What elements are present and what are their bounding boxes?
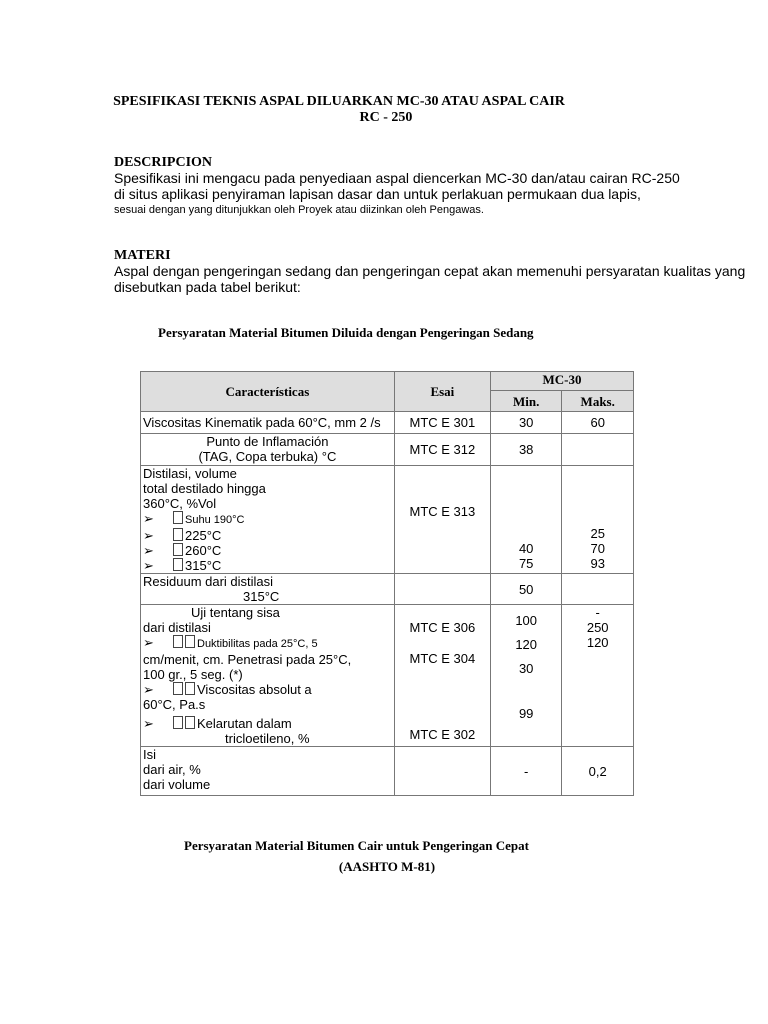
checkbox-square-icon (173, 543, 183, 556)
row-min: - (490, 747, 561, 796)
row-max: 25 70 93 (562, 466, 634, 574)
bullet-item: ➢ Viscositas absolut a (143, 682, 312, 697)
row-label (141, 466, 395, 574)
table-row (141, 412, 634, 434)
header-max: Maks. (562, 391, 634, 412)
table-caption: Persyaratan Material Bitumen Diluida dengan Pengeringan Sedang (158, 325, 534, 340)
bullet-item: ➢ Duktibilitas pada 25°C, 5 (143, 635, 318, 650)
row-label: Residuum dari distilasi 315°C (141, 574, 395, 605)
arrow-bullet-icon: ➢ (143, 558, 154, 573)
checkbox-square-icon (185, 682, 195, 695)
header-characteristics: Características (141, 372, 395, 412)
bullet-item: ➢ Suhu 190°C (143, 511, 245, 526)
paragraph-line: Spesifikasi ini mengacu pada penyediaan aspal diencerkan MC-30 dan/atau cairan RC-250 (114, 170, 680, 186)
arrow-bullet-icon: ➢ (143, 543, 154, 558)
row-label-line: total destilado hingga (143, 481, 266, 496)
row-min: 100 120 30 99 (490, 605, 561, 747)
table-row (141, 747, 634, 796)
bullet-item: ➢ 260°C (143, 543, 222, 558)
checkbox-square-icon (173, 558, 183, 571)
row-test (394, 747, 490, 796)
spec-table (140, 371, 634, 796)
row-label: Viscositas Kinematik pada 60°C, mm 2 /s (141, 412, 395, 434)
bullet-item: ➢ 315°C (143, 558, 222, 573)
table-caption-2-line2: (AASHTO M-81) (338, 859, 436, 874)
bullet-item: ➢ Kelarutan dalam (143, 716, 292, 731)
row-label-line: 360°C, %Vol (143, 496, 217, 511)
checkbox-square-icon (173, 682, 183, 695)
paragraph-line: di situs aplikasi penyiraman lapisan dasar dan untuk perlakuan permukaan dua lapis, (114, 186, 641, 202)
table-row (141, 574, 634, 605)
header-test: Esai (394, 372, 490, 412)
row-label (141, 434, 395, 466)
row-min: 38 (490, 434, 561, 466)
arrow-bullet-icon: ➢ (143, 528, 154, 543)
checkbox-square-icon (173, 528, 183, 541)
arrow-bullet-icon: ➢ (143, 511, 154, 526)
section-heading-descripcion: DESCRIPCION (114, 155, 213, 170)
section-heading-materi: MATERI (114, 248, 171, 263)
table-row (141, 434, 634, 466)
checkbox-square-icon (185, 716, 195, 729)
arrow-bullet-icon: ➢ (143, 682, 154, 697)
arrow-bullet-icon: ➢ (143, 716, 154, 731)
row-label-line: Distilasi, volume (143, 466, 237, 481)
row-label: Uji tentang sisa dari distilasi ➢ Duktibilitas pada 25°C, 5 cm/menit, cm. Penetrasi pada 25°C, 100 gr., 5 seg. (*) ➢ Viscositas absolut a 60°C, Pa.s ➢ Kelarutan dalam tricloetileno, % (141, 605, 395, 747)
checkbox-square-icon (173, 716, 183, 729)
table-row (141, 605, 634, 747)
row-max (562, 434, 634, 466)
row-test: MTC E 312 (394, 434, 490, 466)
header-min: Min. (490, 391, 561, 412)
row-max: 60 (562, 412, 634, 434)
bullet-item: ➢ 225°C (143, 528, 222, 543)
row-min: 40 75 (490, 466, 561, 574)
checkbox-square-icon (173, 635, 183, 648)
row-label-line: Punto de Inflamación (206, 434, 329, 449)
row-label: Isi dari air, % dari volume (141, 747, 395, 796)
row-max: 0,2 (562, 747, 634, 796)
row-max: - 250 120 (562, 605, 634, 747)
checkbox-square-icon (173, 511, 183, 524)
row-test: MTC E 301 (394, 412, 490, 434)
document-title-line2: RC - 250 (359, 110, 413, 125)
row-min: 50 (490, 574, 561, 605)
row-test: MTC E 313 (394, 466, 490, 574)
table-row (141, 466, 634, 574)
row-label-line: (TAG, Copa terbuka) °C (198, 449, 337, 464)
paragraph-line-small: sesuai dengan yang ditunjukkan oleh Proyek atau diizinkan oleh Pengawas. (114, 204, 484, 216)
paragraph-line: disebutkan pada tabel berikut: (114, 279, 301, 295)
checkbox-square-icon (185, 635, 195, 648)
arrow-bullet-icon: ➢ (143, 635, 154, 650)
table-caption-2: Persyaratan Material Bitumen Cair untuk Pengeringan Cepat (184, 838, 529, 853)
document-title: SPESIFIKASI TEKNIS ASPAL DILUARKAN MC-30 ATAU ASPAL CAIR (113, 94, 565, 109)
row-test (394, 574, 490, 605)
paragraph-line: Aspal dengan pengeringan sedang dan pengeringan cepat akan memenuhi persyaratan kualitas yang (114, 263, 746, 279)
row-test: MTC E 306 MTC E 304 MTC E 302 (394, 605, 490, 747)
row-max (562, 574, 634, 605)
header-group-mc30: MC-30 (490, 372, 633, 391)
row-min: 30 (490, 412, 561, 434)
